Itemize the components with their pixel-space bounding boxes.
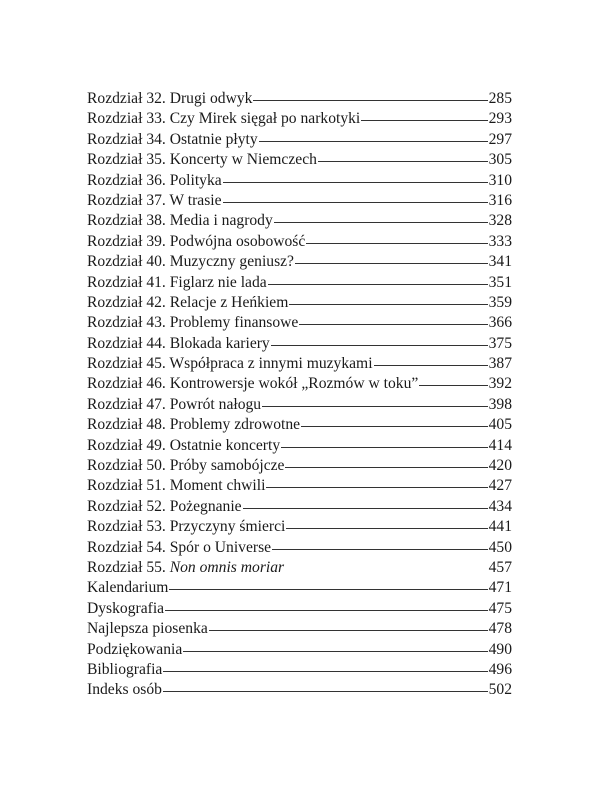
toc-leader-line — [286, 528, 487, 529]
toc-entry — [87, 130, 512, 150]
toc-entry — [87, 232, 512, 252]
toc-entry — [87, 517, 512, 537]
toc-entry-title-text: Rozdział 40. Muzyczny geniusz? — [87, 253, 294, 271]
toc-entry — [87, 313, 512, 333]
toc-page-number: 414 — [488, 436, 512, 454]
toc-entry-title-text: Rozdział 47. Powrót nałogu — [87, 395, 262, 413]
toc-page-number: 359 — [488, 293, 512, 311]
toc-entry-title-text: Rozdział 44. Blokada kariery — [87, 334, 270, 352]
toc-leader-line — [253, 100, 487, 101]
toc-leader-line — [299, 324, 487, 325]
toc-leader-line — [183, 651, 487, 652]
toc-page-number: 285 — [488, 90, 512, 107]
toc-entry-title — [87, 374, 418, 394]
toc-entry-title-text: Rozdział 55. — [87, 558, 170, 576]
toc-entry — [87, 252, 512, 272]
toc-entry — [87, 456, 512, 476]
toc-page-number: 305 — [488, 151, 512, 169]
toc-entry — [87, 334, 512, 354]
toc-page-number: 375 — [488, 334, 512, 352]
toc-page-number: 502 — [488, 681, 512, 699]
toc-page-number: 398 — [488, 395, 512, 413]
toc-entry — [87, 89, 512, 109]
toc-entry-title-text: Rozdział 43. Problemy finansowe — [87, 314, 299, 332]
toc-leader-line — [274, 222, 488, 223]
toc-entry-title — [87, 517, 285, 537]
toc-entry — [87, 211, 512, 231]
toc-page-number: 293 — [488, 110, 512, 128]
toc-entry — [87, 619, 512, 639]
toc-entry-title — [87, 293, 288, 313]
toc-page-number: 441 — [488, 518, 512, 536]
toc-leader-line — [318, 161, 488, 162]
toc-page-number: 405 — [488, 416, 512, 434]
toc-entry-title — [87, 538, 271, 558]
toc-page-number: 427 — [488, 477, 512, 495]
toc-entry — [87, 680, 512, 700]
toc-entry-title — [87, 191, 222, 211]
toc-entry-title-text: Rozdział 33. Czy Mirek sięgał po narkotyki — [87, 110, 361, 128]
toc-entry-title — [87, 660, 162, 680]
toc-leader-line — [259, 141, 488, 142]
toc-page-number: 341 — [488, 253, 512, 271]
toc-page-number: 392 — [488, 375, 512, 393]
toc-entry-title — [87, 232, 305, 252]
toc-entry-title — [87, 252, 294, 272]
toc-entry-title-text: Kalendarium — [87, 579, 169, 597]
toc-entry-title — [87, 334, 270, 354]
toc-entry-title — [87, 497, 242, 517]
toc-leader-line — [223, 182, 488, 183]
toc-entry-title — [87, 640, 182, 660]
toc-entry-title-text: Rozdział 51. Moment chwili — [87, 477, 266, 495]
toc-entry-title-text: Najlepsza piosenka — [87, 620, 208, 638]
toc-entry-title-text: Rozdział 50. Próby samobójcze — [87, 457, 285, 475]
toc-page-number: 328 — [488, 212, 512, 230]
toc-page-number: 478 — [488, 620, 512, 638]
toc-entry-title — [87, 109, 360, 129]
toc-leader-line — [419, 385, 487, 386]
toc-page-number: 387 — [488, 355, 512, 373]
toc-leader-line — [209, 630, 488, 631]
toc-entry-title-text: Bibliografia — [87, 660, 163, 678]
toc-entry-title — [87, 395, 261, 415]
toc-entry-title — [87, 578, 168, 598]
toc-page-number: 490 — [488, 640, 512, 658]
toc-page-number: 471 — [488, 579, 512, 597]
toc-entry-title — [87, 150, 317, 170]
toc-leader-line — [163, 671, 487, 672]
toc-entry — [87, 599, 512, 619]
toc-entry — [87, 660, 512, 680]
toc-entry-title — [87, 415, 300, 435]
toc-entry-title — [87, 171, 222, 191]
toc-entry — [87, 538, 512, 558]
toc-entry-title — [87, 273, 267, 293]
toc-entry-title-text: Rozdział 34. Ostatnie płyty — [87, 130, 258, 148]
toc-entry-title-text: Podziękowania — [87, 640, 183, 658]
toc-entry-title-text: Dyskografia — [87, 599, 165, 617]
toc-entry-title — [87, 313, 298, 333]
toc-leader-line — [295, 263, 488, 264]
toc-page-number: 310 — [488, 171, 512, 189]
toc-leader-line — [223, 202, 488, 203]
toc-entry-title-text: Rozdział 48. Problemy zdrowotne — [87, 416, 301, 434]
toc-entry-title-text: Rozdział 32. Drugi odwyk — [87, 90, 253, 107]
toc-leader-line — [262, 406, 488, 407]
toc-entry — [87, 497, 512, 517]
toc-page-number: 351 — [488, 273, 512, 291]
toc-entry-title-text: Rozdział 49. Ostatnie koncerty — [87, 436, 281, 454]
toc-entry — [87, 640, 512, 660]
toc-entry-title — [87, 89, 252, 109]
toc-entry-title — [87, 130, 258, 150]
toc-entry-title-text: Rozdział 54. Spór o Universe — [87, 538, 272, 556]
toc-entry-title-italic: Non omnis moriar — [169, 558, 285, 576]
toc-entry-title-text: Rozdział 39. Podwójna osobowość — [87, 232, 306, 250]
toc-leader-line — [268, 284, 488, 285]
toc-entry — [87, 191, 512, 211]
toc-leader-line — [306, 243, 487, 244]
toc-entry-title — [87, 211, 273, 231]
toc-entry — [87, 558, 512, 578]
toc-entry — [87, 171, 512, 191]
toc-entry-title-text: Rozdział 35. Koncerty w Niemczech — [87, 151, 317, 169]
toc-entry-title — [87, 599, 164, 619]
toc-entry-title — [87, 436, 280, 456]
toc-entry — [87, 476, 512, 496]
toc-leader-line — [361, 120, 487, 121]
toc-entry-title — [87, 456, 284, 476]
toc-entry — [87, 293, 512, 313]
toc-entry — [87, 374, 512, 394]
toc-entry-title-text: Rozdział 36. Polityka — [87, 171, 222, 189]
toc-leader-line — [266, 487, 487, 488]
toc-leader-line — [301, 426, 488, 427]
toc-page-number: 420 — [488, 457, 512, 475]
toc-entry-title-text: Rozdział 42. Relacje z Heńkiem — [87, 293, 289, 311]
toc-entry — [87, 109, 512, 129]
toc-entry-title — [87, 680, 162, 700]
toc-leader-line — [289, 304, 487, 305]
toc-entry-title-text: Rozdział 53. Przyczyny śmierci — [87, 518, 286, 536]
toc-page-number: 475 — [488, 599, 512, 617]
toc-entry — [87, 354, 512, 374]
toc-page-number: 457 — [488, 558, 512, 576]
toc-entry-title — [87, 354, 373, 374]
toc-page-number: 434 — [488, 497, 512, 515]
toc-entry — [87, 578, 512, 598]
toc-leader-line — [163, 691, 488, 692]
toc-entry — [87, 273, 512, 293]
toc-entry-title — [87, 558, 284, 578]
toc-leader-line — [374, 365, 488, 366]
toc-page-number: 450 — [488, 538, 512, 556]
toc-leader-line — [271, 345, 488, 346]
toc-leader-line — [243, 508, 488, 509]
toc-leader-line — [169, 589, 487, 590]
toc-entry — [87, 436, 512, 456]
toc-entry — [87, 150, 512, 170]
toc-page-number: 333 — [488, 232, 512, 250]
toc-entry-title — [87, 476, 265, 496]
toc-page-number: 496 — [488, 660, 512, 678]
toc-entry-title — [87, 619, 208, 639]
toc-entry-title-text: Rozdział 45. Współpraca z innymi muzykami — [87, 355, 373, 373]
toc-leader-line — [285, 467, 487, 468]
toc-entry — [87, 415, 512, 435]
toc-entry-title-text: Rozdział 46. Kontrowersje wokół „Rozmów w toku” — [87, 375, 419, 393]
toc-entry-title-text: Rozdział 38. Media i nagrody — [87, 212, 273, 230]
toc-page-number: 316 — [488, 191, 512, 209]
table-of-contents — [87, 89, 512, 701]
toc-leader-line — [281, 447, 487, 448]
toc-entry — [87, 395, 512, 415]
toc-leader-line — [272, 549, 488, 550]
toc-entry-title-text: Rozdział 41. Figlarz nie lada — [87, 273, 267, 291]
toc-entry-title-text: Rozdział 37. W trasie — [87, 191, 222, 209]
toc-leader-line — [165, 610, 488, 611]
toc-page-number: 366 — [488, 314, 512, 332]
toc-page-number: 297 — [488, 130, 512, 148]
toc-entry-title-text: Indeks osób — [87, 681, 162, 699]
toc-entry-title-text: Rozdział 52. Pożegnanie — [87, 497, 242, 515]
